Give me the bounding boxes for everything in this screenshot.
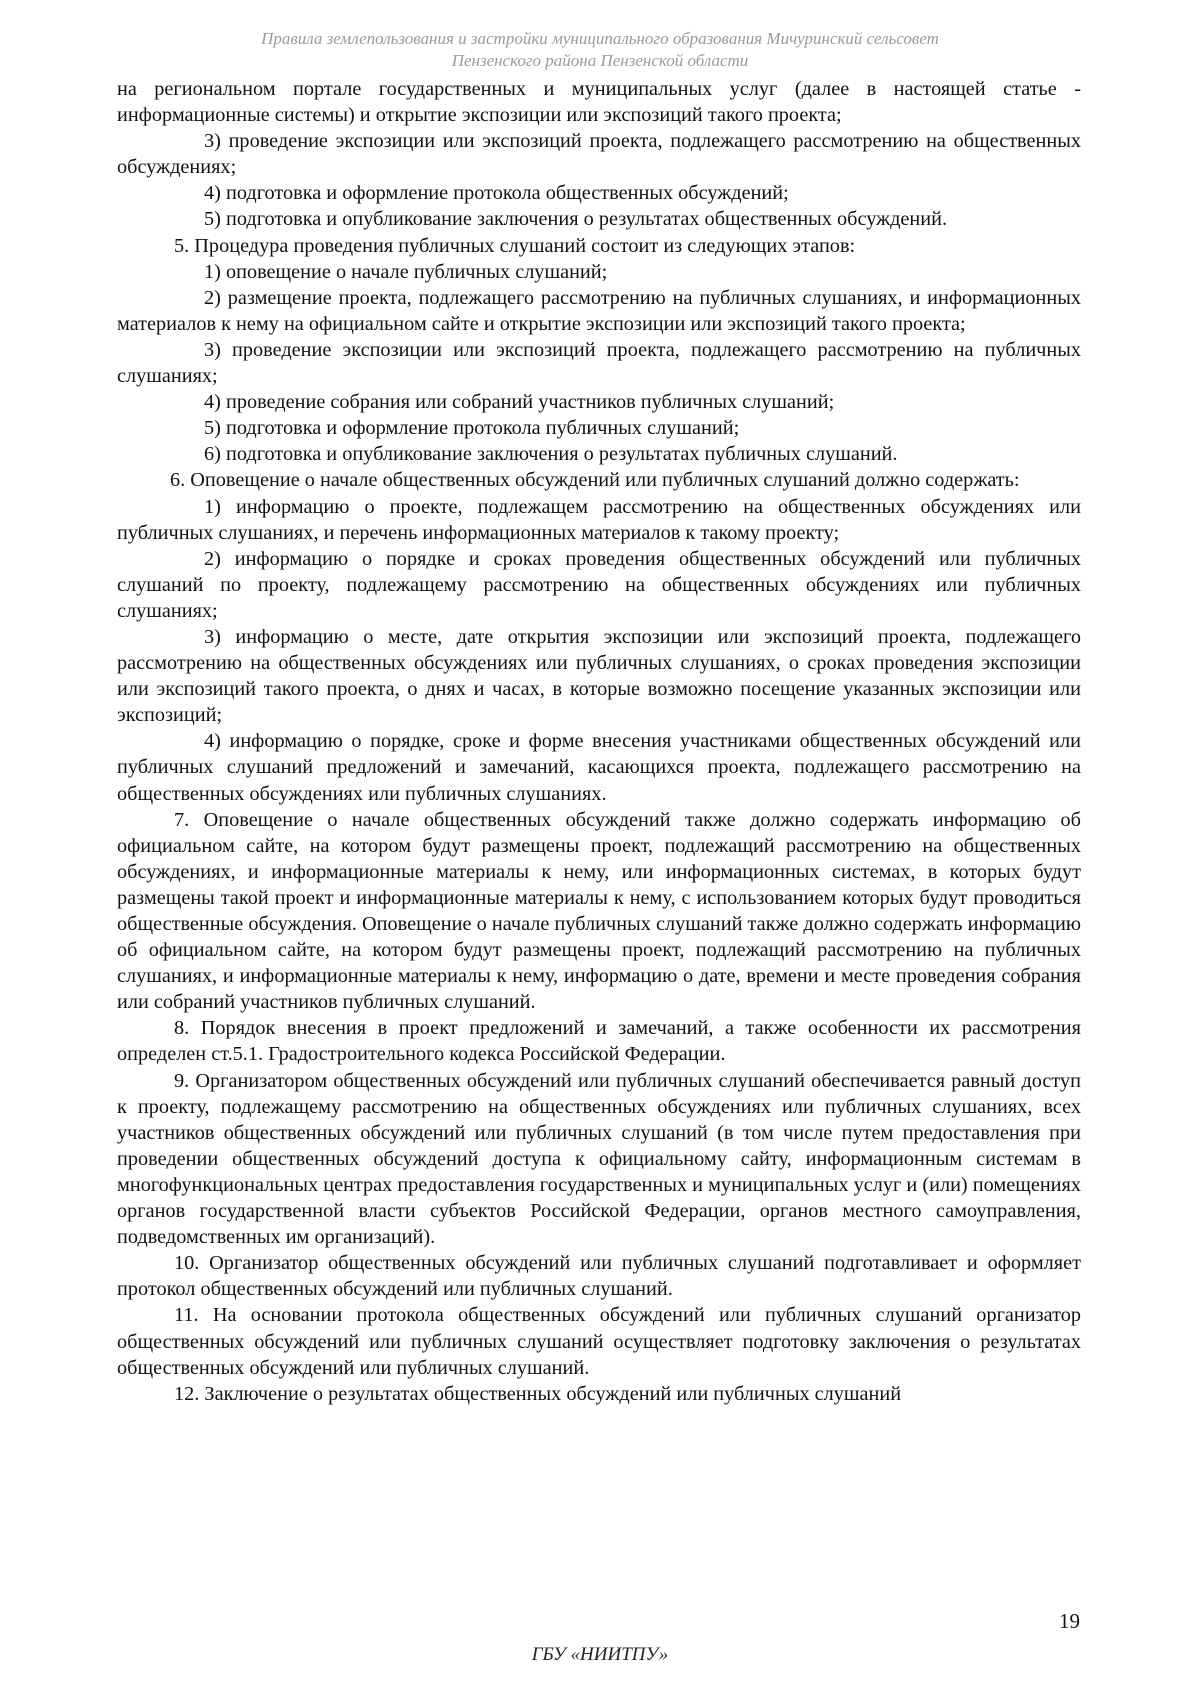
running-header (0, 28, 1200, 72)
clause-9: 9. Организатором общественных обсуждений или публичных слушаний обеспечивается равный доступ к проекту, подлежащему рассмотрению на общественных обсуждениях или публичных слушаниях, всех участников общественных обсуждений или публичных слушаний (в том числе путем предоставления при проведении общественных обсуждений доступа к официальному сайту, информационным системам в многофункциональных центрах предоставления государственных и муниципальных услуг и (или) помещениях органов государственной власти субъектов Российской Федерации, органов местного самоуправления, подведомственных им организаций). (117, 1069, 1081, 1249)
list-item-5-4: 4) проведение собрания или собраний участников публичных слушаний; (204, 391, 835, 414)
clause-11: 11. На основании протокола общественных обсуждений или публичных слушаний организатор общественных обсуждений или публичных слушаний осуществляет подготовку заключения о результатах общественных обсуждений или публичных слушаний. (117, 1304, 1081, 1379)
document-body (117, 76, 1081, 1407)
list-item-5-2: 2) размещение проекта, подлежащего рассмотрению на публичных слушаниях, и информационных материалов к нему на официальном сайте и открытие экспозиции или экспозиций такого проекта; (117, 286, 1081, 335)
clause-12: 12. Заключение о результатах общественных обсуждений или публичных слушаний (174, 1382, 902, 1405)
clause-7: 7. Оповещение о начале общественных обсуждений также должно содержать информацию об официальном сайте, на котором будут размещены проект, подлежащий рассмотрению на общественных обсуждениях, и информационные материалы к нему, или информационных системах, в которых будут размещены такой проект и информационные материалы к нему, с использованием которых будут проводиться общественные обсуждения. Оповещение о начале публичных слушаний также должно содержать информацию об официальном сайте, на котором будут размещены проект, подлежащий рассмотрению на публичных слушаниях, и информационные материалы к нему, информацию о дате, времени и месте проведения собрания или собраний участников публичных слушаний. (117, 808, 1081, 1014)
running-header-line-1: Правила землепользования и застройки муниципального образования Мичуринский сельсовет (261, 29, 939, 48)
clause-5: 5. Процедура проведения публичных слушаний состоит из следующих этапов: (174, 234, 856, 257)
clause-8: 8. Порядок внесения в проект предложений и замечаний, а также особенности их рассмотрения определен ст.5.1. Градостроительного кодекса Российской Федерации. (117, 1017, 1081, 1066)
list-item-6-2: 2) информацию о порядке и сроках проведения общественных обсуждений или публичных слушаний по проекту, подлежащему рассмотрению на общественных обсуждениях или публичных слушаниях; (117, 547, 1081, 622)
list-item-5-6: 6) подготовка и опубликование заключения о результатах публичных слушаний. (204, 443, 898, 466)
list-item-4-5: 5) подготовка и опубликование заключения о результатах общественных обсуждений. (204, 208, 948, 231)
list-item-6-4: 4) информацию о порядке, сроке и форме внесения участниками общественных обсуждений или публичных слушаний предложений и замечаний, касающихся проекта, подлежащего рассмотрению на общественных обсуждениях или публичных слушаниях. (117, 730, 1081, 805)
list-item-4-3: 3) проведение экспозиции или экспозиций проекта, подлежащего рассмотрению на общественных обсуждениях; (117, 130, 1081, 179)
list-item-5-5: 5) подготовка и оформление протокола публичных слушаний; (204, 417, 740, 440)
paragraph-continuation: на региональном портале государственных и муниципальных услуг (далее в настоящей статье - информационные системы) и открытие экспозиции или экспозиций такого проекта; (117, 78, 1081, 127)
list-item-5-1: 1) оповещение о начале публичных слушаний; (204, 260, 608, 283)
clause-6: 6. Оповещение о начале общественных обсуждений или публичных слушаний должно содержать: (170, 469, 1020, 492)
list-item-4-4: 4) подготовка и оформление протокола общественных обсуждений; (204, 182, 789, 205)
page-number: 19 (1059, 1609, 1080, 1633)
list-item-5-3: 3) проведение экспозиции или экспозиций проекта, подлежащего рассмотрению на публичных слушаниях; (117, 338, 1081, 388)
running-header-line-2: Пензенского района Пензенской области (451, 51, 749, 70)
running-footer: ГБУ «НИИТПУ» (531, 1644, 669, 1665)
list-item-6-1: 1) информацию о проекте, подлежащем рассмотрению на общественных обсуждениях или публичных слушаниях, и перечень информационных материалов к такому проекту; (117, 495, 1081, 544)
clause-10: 10. Организатор общественных обсуждений или публичных слушаний подготавливает и оформляет протокол общественных обсуждений или публичных слушаний. (117, 1252, 1081, 1301)
list-item-6-3: 3) информацию о месте, дате открытия экспозиции или экспозиций проекта, подлежащего рассмотрению на общественных обсуждениях или публичных слушаниях, о сроках проведения экспозиции или экспозиций такого проекта, о днях и часах, в которые возможно посещение указанных экспозиции или экспозиций; (117, 625, 1081, 727)
